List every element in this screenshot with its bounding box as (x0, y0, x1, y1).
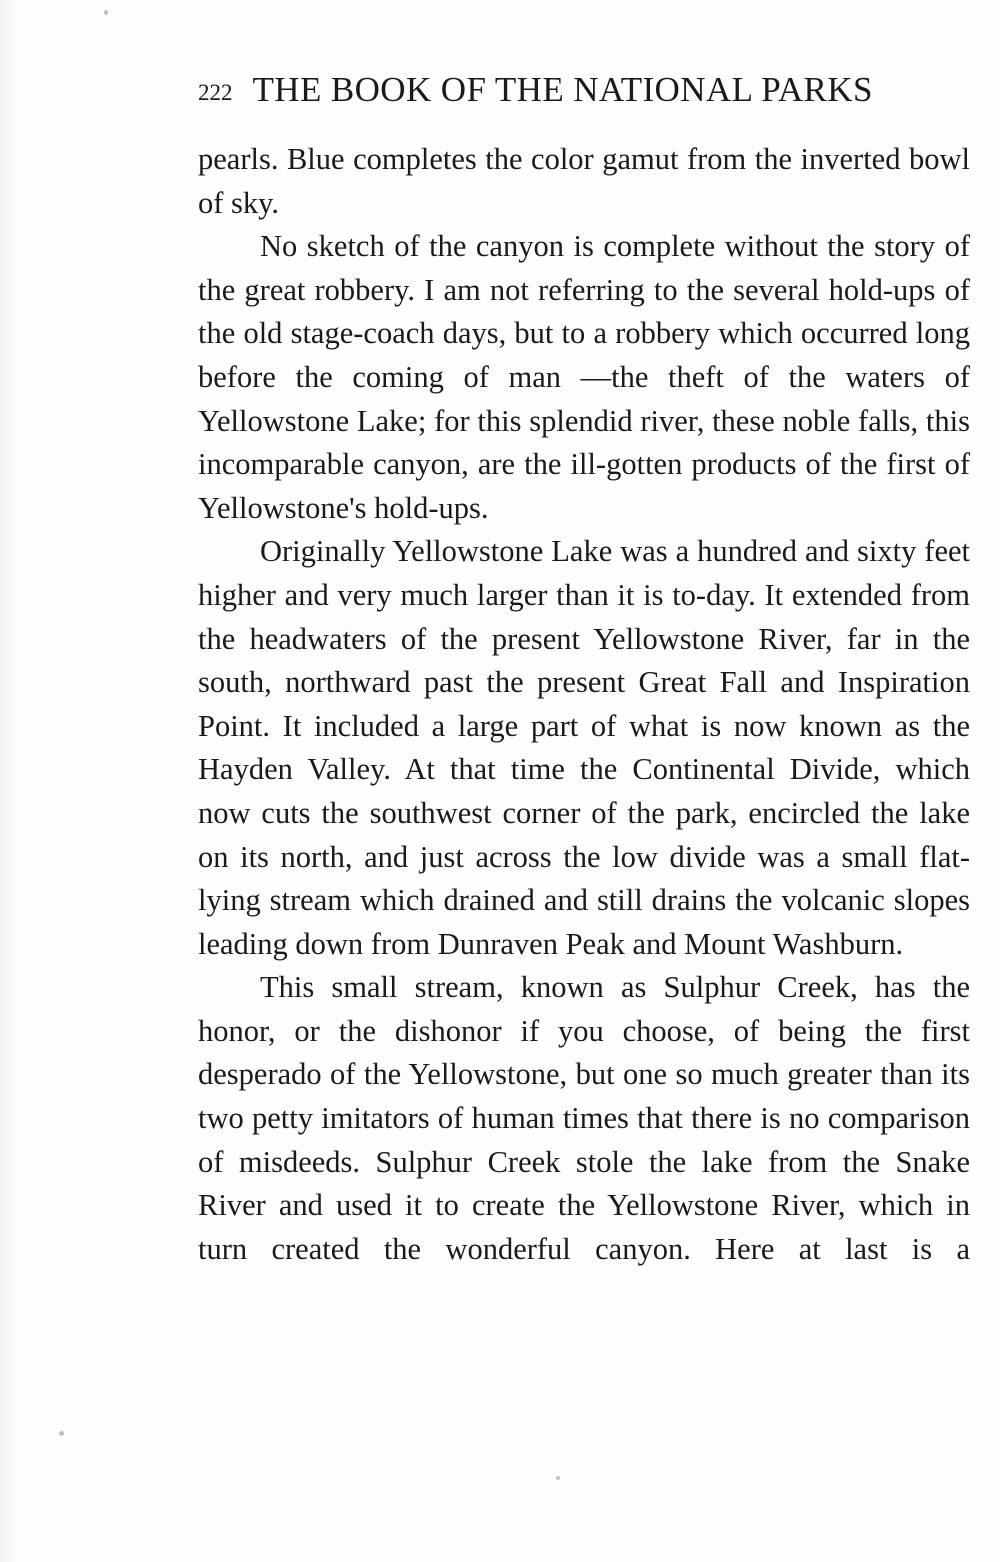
page-header (198, 70, 970, 110)
scan-speck (556, 1476, 560, 1480)
paragraph: pearls. Blue completes the color gamut from the inverted bowl of sky. (198, 142, 970, 220)
paragraph: This small stream, known as Sulphur Creek, has the honor, or the dishonor if you choose, of being the first desperado of the Yellowstone, but one so much greater than its two petty imitators of human times that there is no comparison of misdeeds. Sulphur Creek stole the lake from the Snake River and used it to create the Yellowstone River, which in turn created the wonderful canyon. Here at last is a (198, 970, 970, 1266)
page-content (198, 0, 970, 1315)
page-edge-shadow (0, 0, 18, 1562)
paragraph: No sketch of the canyon is complete without the story of the great robbery. I am not referring to the several hold-ups of the old stage-coach days, but to a robbery which occurred long before the coming of man —the theft of the waters of Yellowstone Lake; for this splendid river, these noble falls, this incomparable canyon, are the ill-gotten products of the first of Yellowstone's hold-ups. (198, 229, 970, 525)
scan-speck (59, 1431, 64, 1436)
paragraph: Originally Yellowstone Lake was a hundred and sixty feet higher and very much larger than it is to-day. It extended from the headwaters of the present Yellowstone River, far in the south, northward past the present Great Fall and Inspiration Point. It included a large part of what is now known as the Hayden Valley. At that time the Continental Divide, which now cuts the southwest corner of the park, encircled the lake on its north, and just across the low divide was a small flat-lying stream which drained and still drains the volcanic slopes leading down from Dunraven Peak and Mount Washburn. (198, 534, 970, 961)
scan-speck (104, 10, 108, 15)
running-head: THE BOOK OF THE NATIONAL PARKS (252, 70, 873, 109)
page-number: 222 (198, 80, 233, 105)
body-text (198, 138, 970, 1315)
